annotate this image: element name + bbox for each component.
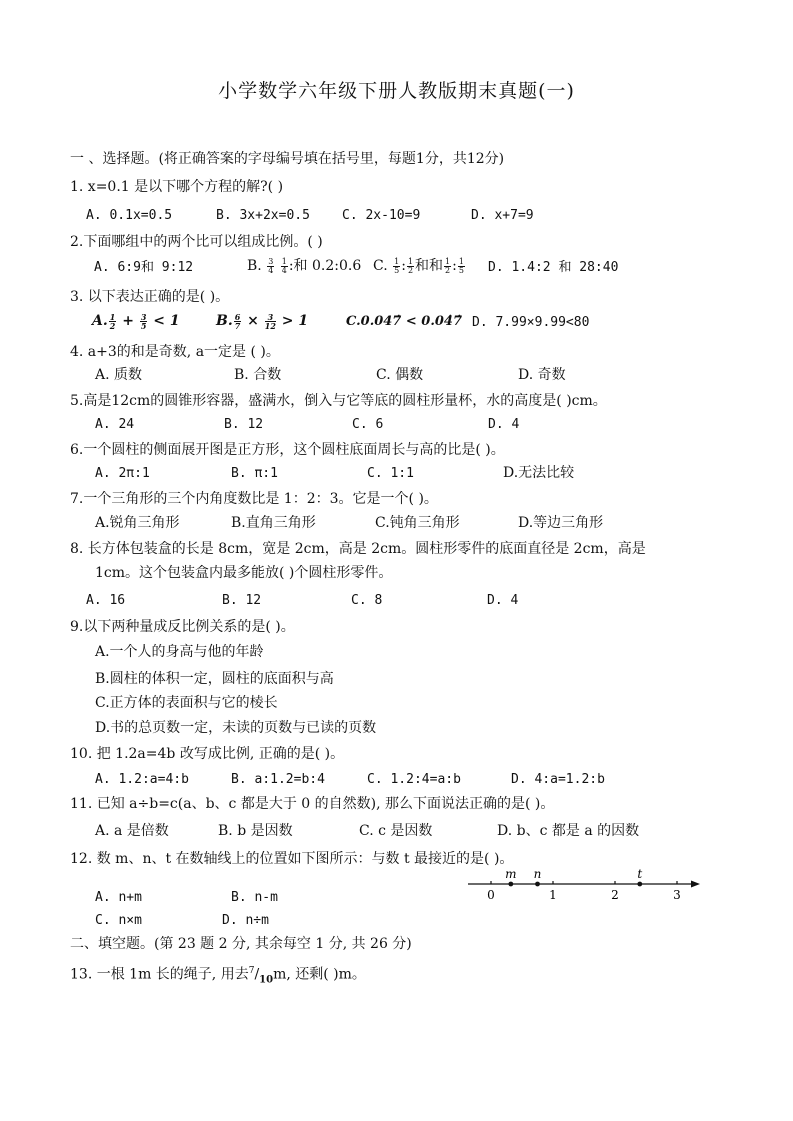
q10-option-b: B. a:1.2=b:4 bbox=[231, 772, 325, 787]
q8-option-d: D. 4 bbox=[487, 593, 519, 608]
q9-option-d: D.书的总页数一定，未读的页数与已读的页数 bbox=[95, 720, 377, 736]
q2-option-d: D. 1.4:2 和 28:40 bbox=[488, 260, 619, 275]
number-line-arrow bbox=[691, 881, 700, 888]
q10-option-c: C. 1.2:4=a:b bbox=[367, 772, 461, 787]
q8-stem-line2: 1cm。这个包装盒内最多能放( )个圆柱形零件。 bbox=[95, 565, 393, 581]
q1-option-b: B. 3x+2x=0.5 bbox=[216, 208, 310, 223]
number-line-tick-label-3: 3 bbox=[673, 888, 681, 902]
q11-option-c: C. c 是因数 bbox=[359, 823, 433, 839]
number-line-point-n bbox=[535, 882, 540, 887]
q11-option-d: D. b、c 都是 a 的因数 bbox=[497, 823, 640, 839]
q1-option-d: D. x+7=9 bbox=[471, 208, 534, 223]
q6-option-a: A. 2π:1 bbox=[95, 466, 150, 481]
q9-option-b: B.圆柱的体积一定，圆柱的底面积与高 bbox=[95, 671, 334, 687]
q12-option-c: C. n×m bbox=[95, 913, 142, 928]
q10-option-d: D. 4:a=1.2:b bbox=[511, 772, 605, 787]
q4-stem: 4. a+3的和是奇数, a一定是 ( )。 bbox=[70, 344, 280, 360]
q6-option-c: C. 1:1 bbox=[367, 466, 414, 481]
q7-option-b: B.直角三角形 bbox=[231, 515, 316, 531]
q3-option-c: C.0.047̇ < 0.04̇7̇ bbox=[346, 314, 463, 329]
q5-option-c: C. 6 bbox=[352, 417, 384, 432]
q10-stem: 10. 把 1.2a=4b 改写成比例, 正确的是( )。 bbox=[70, 746, 345, 762]
q6-option-d: D.无法比较 bbox=[503, 465, 575, 481]
q8-option-c: C. 8 bbox=[351, 593, 383, 608]
q4-option-c: C. 偶数 bbox=[376, 367, 424, 383]
number-line-point-m bbox=[508, 882, 513, 887]
section-2-heading: 二、填空题。(第 23 题 2 分, 其余每空 1 分, 共 26 分) bbox=[70, 936, 412, 952]
q9-option-c: C.正方体的表面积与它的棱长 bbox=[95, 695, 278, 711]
q1-option-a: A. 0.1x=0.5 bbox=[86, 208, 173, 223]
q3-option-a: A. $\frac{1}{2}$ + $\frac{3}{5}$ < 1 bbox=[92, 311, 180, 331]
q12-stem: 12. 数 m、n、t 在数轴线上的位置如下图所示：与数 t 最接近的是( )。 bbox=[70, 851, 514, 867]
q2-option-c: C. $\frac{1}{5}$ : $\frac{1}{2}$ 和和 $\frac{1}{2}$ : $\frac{1}{5}$ bbox=[373, 256, 464, 275]
q6-option-b: B. π:1 bbox=[231, 466, 278, 481]
number-line-point-t bbox=[637, 882, 642, 887]
q12-option-a: A. n+m bbox=[95, 890, 142, 905]
q12-option-b: B. n-m bbox=[231, 890, 278, 905]
q6-stem: 6.一个圆柱的侧面展开图是正方形，这个圆柱底面周长与高的比是( )。 bbox=[70, 442, 505, 458]
q8-option-b: B. 12 bbox=[222, 593, 262, 608]
q8-option-a: A. 16 bbox=[86, 593, 126, 608]
q4-option-b: B. 合数 bbox=[234, 367, 282, 383]
q9-option-a: A.一个人的身高与他的年龄 bbox=[95, 644, 264, 660]
number-line-figure bbox=[462, 866, 704, 904]
q7-stem: 7.一个三角形的三个内角度数比是 1：2：3。它是一个( )。 bbox=[70, 491, 438, 507]
q3-option-d: D. 7.99×9.99<80 bbox=[472, 315, 590, 330]
q3-stem: 3. 以下表达正确的是( )。 bbox=[70, 289, 230, 305]
q2-stem: 2.下面哪组中的两个比可以组成比例。( ) bbox=[70, 234, 323, 250]
q11-option-a: A. a 是倍数 bbox=[95, 823, 169, 839]
number-line-point-label-t: t bbox=[637, 867, 643, 881]
q3-option-b: B. $\frac{6}{7}$ × $\frac{3}{12}$ > 1 bbox=[216, 311, 309, 331]
q7-option-a: A.锐角三角形 bbox=[95, 515, 180, 531]
q5-option-a: A. 24 bbox=[95, 417, 135, 432]
q2-option-a: A. 6:9和 9:12 bbox=[94, 260, 194, 275]
q13-stem: 13. 一根 1m 长的绳子, 用去$^7/_{10}m$, 还剩( )m。 bbox=[70, 966, 366, 986]
q12-option-d: D. n÷m bbox=[222, 913, 269, 928]
q11-option-b: B. b 是因数 bbox=[218, 823, 293, 839]
q4-option-d: D. 奇数 bbox=[518, 367, 566, 383]
q5-option-d: D. 4 bbox=[488, 417, 520, 432]
q5-option-b: B. 12 bbox=[224, 417, 264, 432]
page-title: 小学数学六年级下册人教版期末真题(一) bbox=[218, 80, 575, 102]
q1-option-c: C. 2x-10=9 bbox=[342, 208, 421, 223]
q11-stem: 11. 已知 a÷b=c(a、b、c 都是大于 0 的自然数), 那么下面说法正确的是( )。 bbox=[70, 796, 555, 812]
q4-option-a: A. 质数 bbox=[95, 367, 143, 383]
number-line-point-label-m: m bbox=[505, 867, 517, 881]
q7-option-d: D.等边三角形 bbox=[518, 515, 604, 531]
q9-stem: 9.以下两种量成反比例关系的是( )。 bbox=[70, 619, 295, 635]
number-line-tick-label-0: 0 bbox=[487, 888, 495, 902]
section-1-heading: 一 、选择题。(将正确答案的字母编号填在括号里，每题1分，共12分) bbox=[70, 151, 505, 167]
number-line-tick-label-2: 2 bbox=[611, 888, 619, 902]
q2-option-b: B. $\frac{3}{4}$ $\frac{1}{4}$ :和 0.2:0.6 bbox=[247, 256, 362, 275]
number-line-point-label-n: n bbox=[533, 867, 542, 881]
q8-stem-line1: 8. 长方体包装盒的长是 8cm，宽是 2cm，高是 2cm。圆柱形零件的底面直径是 2cm，高是 bbox=[70, 541, 646, 557]
q1-stem: 1. x=0.1 是以下哪个方程的解?( ) bbox=[70, 179, 284, 195]
q5-stem: 5.高是12cm的圆锥形容器，盛满水，倒入与它等底的圆柱形量杯，水的高度是( )cm。 bbox=[70, 393, 607, 409]
q7-option-c: C.钝角三角形 bbox=[375, 515, 460, 531]
number-line-tick-label-1: 1 bbox=[549, 888, 557, 902]
q10-option-a: A. 1.2:a=4:b bbox=[95, 772, 189, 787]
